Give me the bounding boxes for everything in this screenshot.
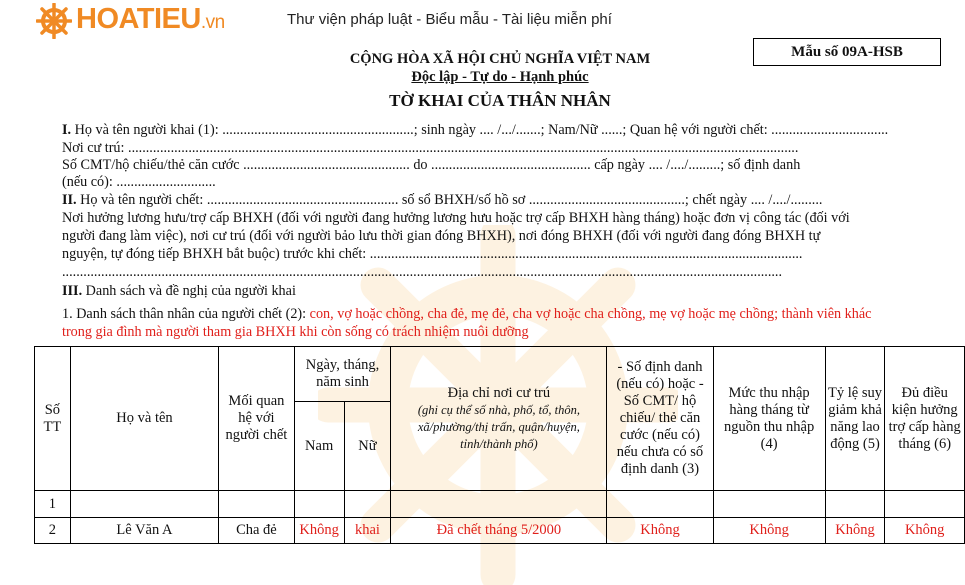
header-address <box>391 347 607 491</box>
deceased-line: II. Họ và tên người chết: ...................................................... số sổ BHXH/số hồ sơ ............................................; chết ngày .... /..../......... <box>62 192 823 208</box>
cell-male: Không <box>294 518 344 544</box>
relatives-list-intro-cont: trong gia đình mà người tham gia BHXH khi còn sống có trách nhiệm nuôi dưỡng <box>62 324 529 340</box>
pension-place-line-2: người đang làm việc), nơi cư trú (đối với người bảo lưu thời gian đóng BHXH), nơi đóng BHXH (đối với người đang đóng BHXH tự <box>62 228 821 244</box>
header-id: - Số định danh (nếu có) hoặc -Số CMT/ hộ chiếu/ thẻ căn cước (nếu có) nếu chưa có số định danh (3) <box>607 347 713 491</box>
residence-line: Nơi cư trú: ............................................................................................................................................................................................. <box>62 140 799 156</box>
cell-address: Đã chết tháng 5/2000 <box>391 518 607 544</box>
cell-address <box>391 491 607 518</box>
pension-place-line-3: nguyện, tự đóng tiếp BHXH bắt buộc) trước khi chết: .......................................................................................................................... <box>62 246 803 262</box>
brand-logo-text[interactable]: HOATIEU.vn <box>76 3 225 35</box>
header-income: Mức thu nhập hàng tháng từ nguồn thu nhập (4) <box>713 347 825 491</box>
ship-wheel-icon <box>36 3 72 39</box>
cell-income <box>713 491 825 518</box>
site-header <box>0 0 965 42</box>
pension-place-line: Nơi hưởng lương hưu/trợ cấp BHXH (đối với người đang hưởng lương hưu hoặc trợ cấp BHXH hàng tháng) hoặc đơn vị công tác (đối với <box>62 210 850 226</box>
cell-eligible <box>885 491 965 518</box>
header-name: Họ và tên <box>70 347 218 491</box>
cell-lost <box>825 491 885 518</box>
cell-id: Không <box>607 518 713 544</box>
cell-income: Không <box>713 518 825 544</box>
header-address-note: (ghi cụ thể số nhà, phố, tổ, thôn, xã/phường/thị trấn, quận/huyện, tỉnh/thành phố) <box>417 402 580 451</box>
header-female: Nữ <box>344 402 391 491</box>
cell-stt: 2 <box>35 518 71 544</box>
cell-lost: Không <box>825 518 885 544</box>
header-lost-capacity: Tỷ lệ suy giảm khả năng lao động (5) <box>825 347 885 491</box>
section3-title: III. Danh sách và đề nghị của người khai <box>62 283 296 299</box>
declarant-line: I. Họ và tên người khai (1): ......................................................; sinh ngày .... /.../.......; Nam/Nữ ......; Quan hệ với người chết: ................................. <box>62 122 889 138</box>
cell-male <box>294 491 344 518</box>
cell-female <box>344 491 391 518</box>
table-row <box>35 518 965 544</box>
cell-name: Lê Văn A <box>70 518 218 544</box>
table-row <box>35 491 965 518</box>
cell-relation: Cha đẻ <box>219 518 295 544</box>
header-stt: Số TT <box>35 347 71 491</box>
header-male: Nam <box>294 402 344 491</box>
motto: Độc lập - Tự do - Hạnh phúc <box>411 69 589 85</box>
cell-name <box>70 491 218 518</box>
relatives-list-intro: 1. Danh sách thân nhân của người chết (2): con, vợ hoặc chồng, cha đẻ, mẹ đẻ, cha vợ hoặc cha chồng, mẹ vợ hoặc mẹ chồng; thành viên khác <box>62 306 872 322</box>
header-relation: Mối quan hệ với người chết <box>219 347 295 491</box>
country-title: CỘNG HÒA XÃ HỘI CHỦ NGHĨA VIỆT NAM <box>349 51 651 67</box>
cell-stt: 1 <box>35 491 71 518</box>
header-dob: Ngày, tháng, năm sinh <box>294 347 391 402</box>
header-address-label: Địa chỉ nơi cư trú <box>447 384 551 401</box>
pension-place-line-4: ........................................................................................................................................................................................................... <box>62 264 783 280</box>
cell-female: khai <box>344 518 391 544</box>
id-line: Số CMT/hộ chiếu/thẻ căn cước ............................................... do ............................................. cấp ngày .... /..../.........; số định danh <box>62 157 801 173</box>
header-eligible: Đủ điều kiện hưởng trợ cấp hàng tháng (6) <box>885 347 965 491</box>
id-line-cont: (nếu có): ............................ <box>62 174 216 190</box>
cell-relation <box>219 491 295 518</box>
site-tagline: Thư viện pháp luật - Biểu mẫu - Tài liệu miễn phí <box>287 11 612 28</box>
relatives-table <box>34 346 965 544</box>
form-code-box: Mẫu số 09A-HSB <box>753 38 941 66</box>
cell-id <box>607 491 713 518</box>
cell-eligible: Không <box>885 518 965 544</box>
form-title: TỜ KHAI CỦA THÂN NHÂN <box>389 91 611 110</box>
